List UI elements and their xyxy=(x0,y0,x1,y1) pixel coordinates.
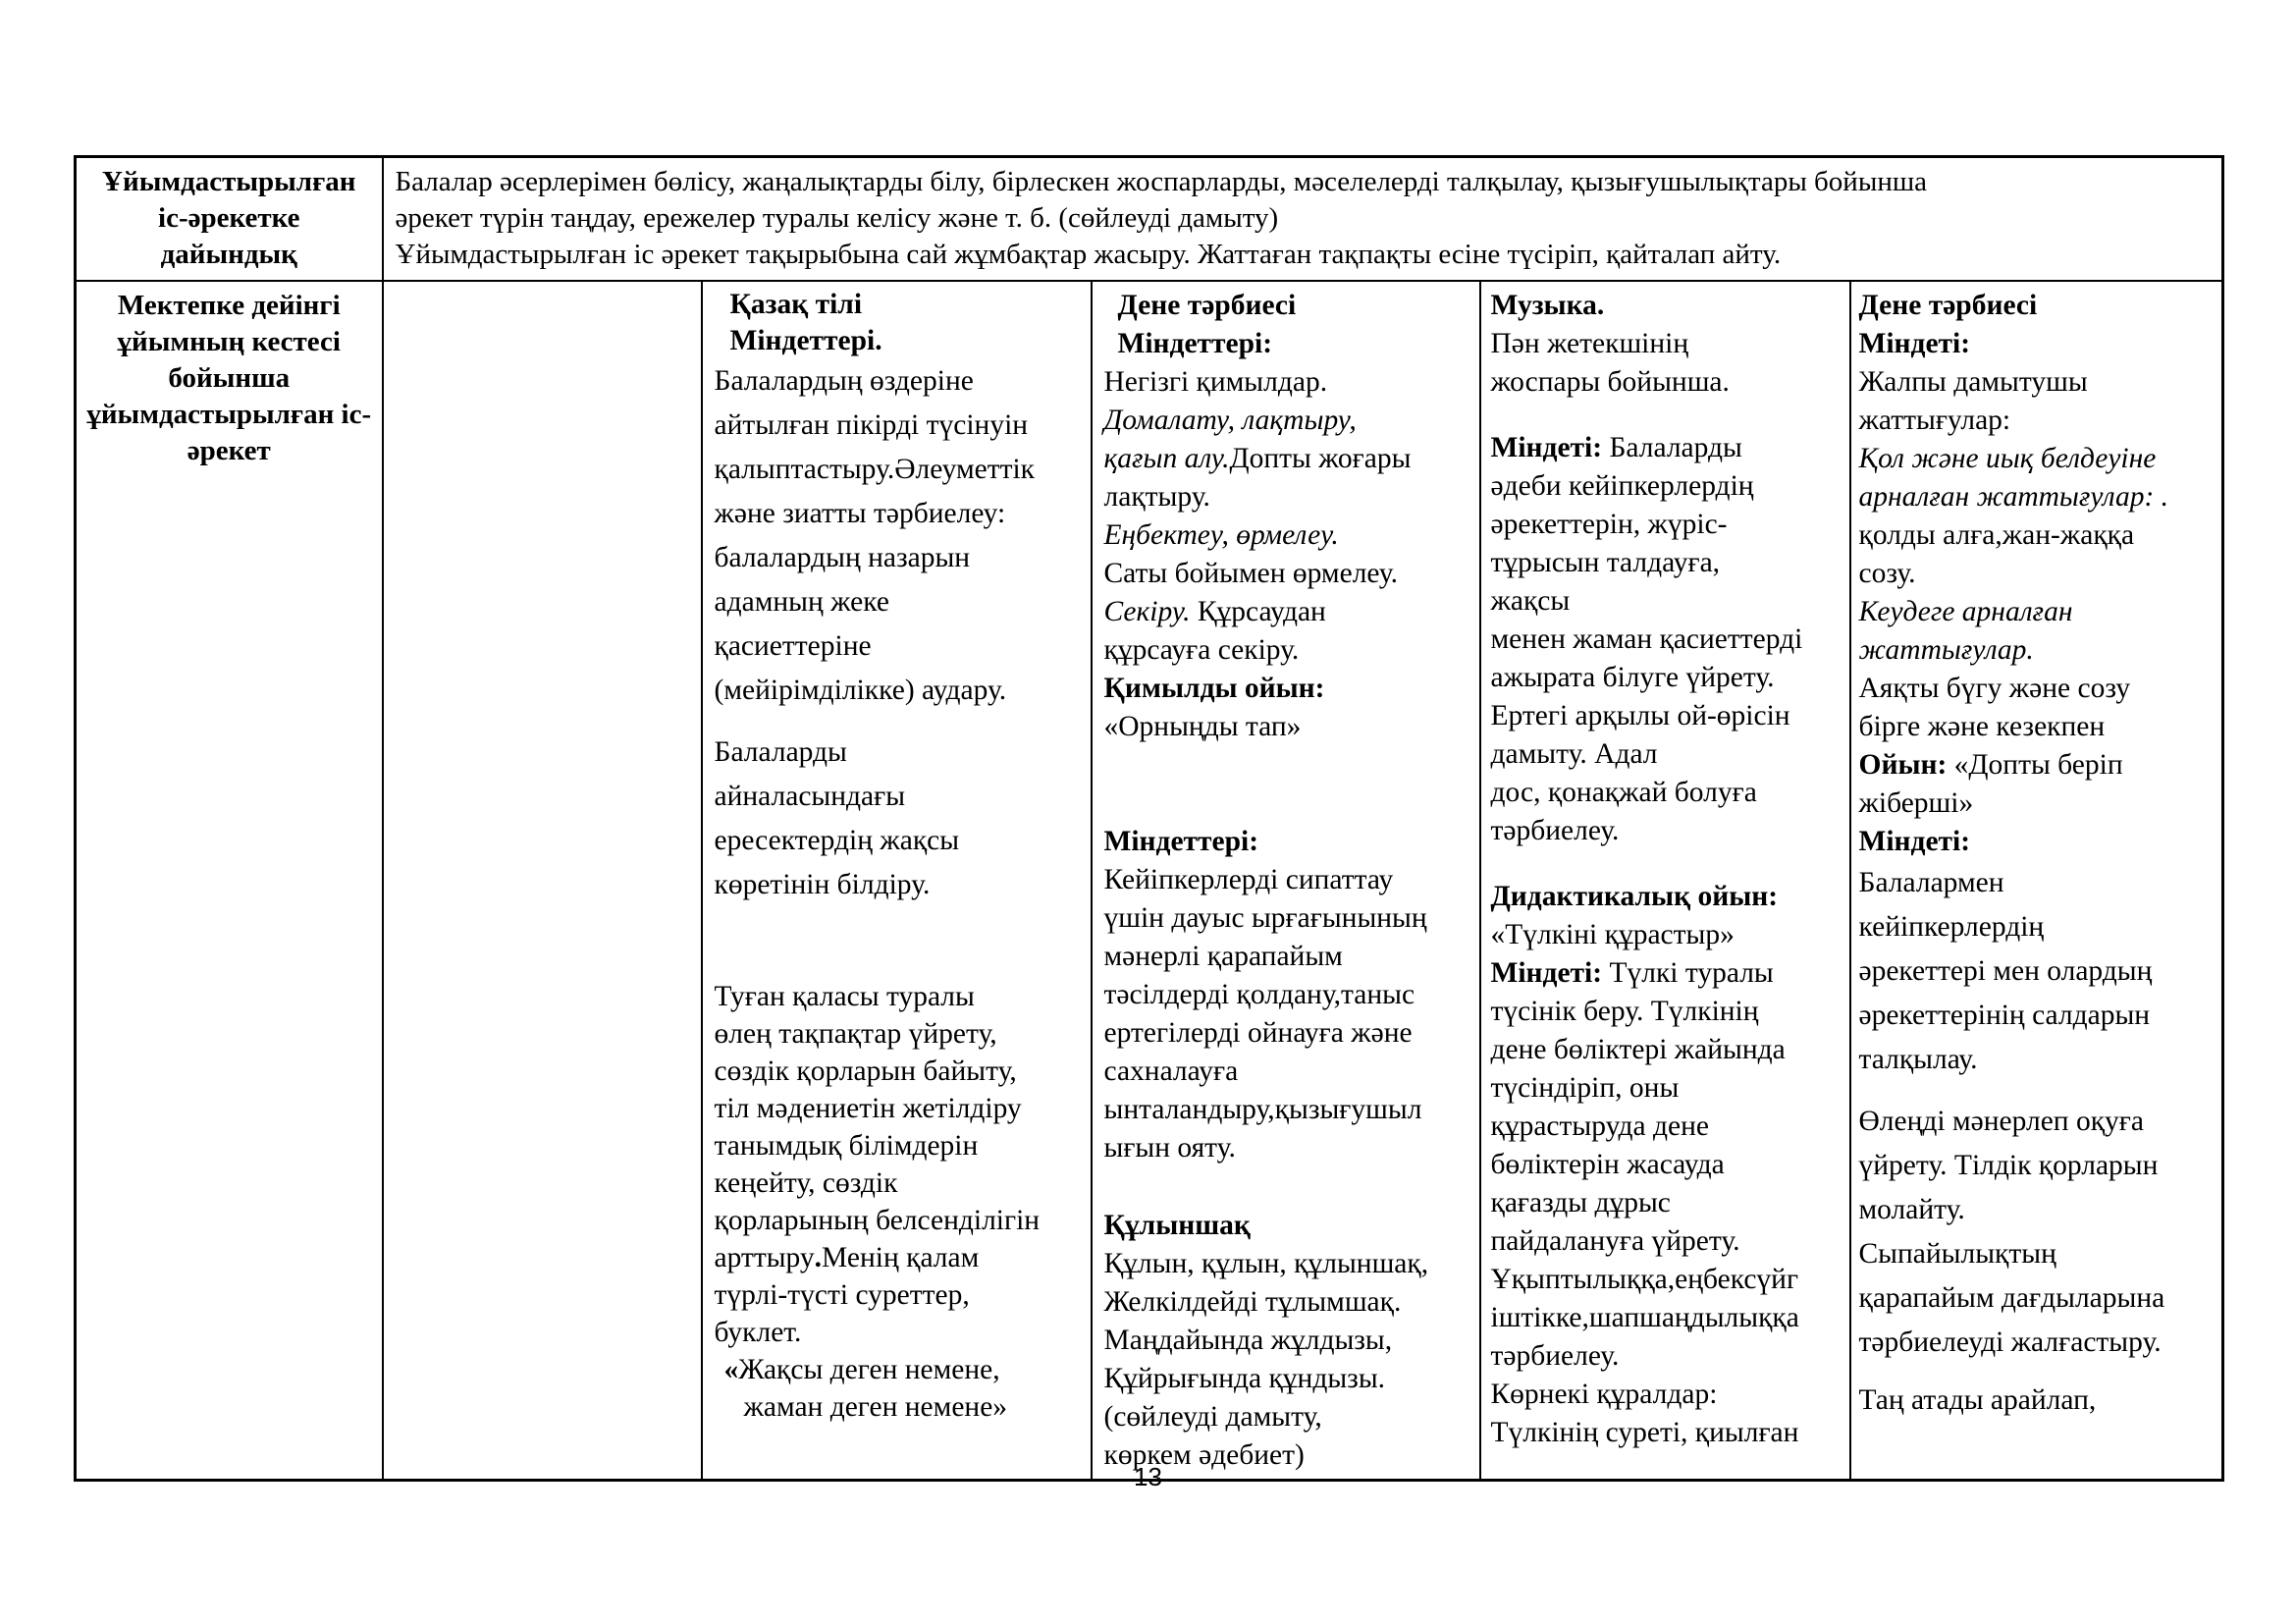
physical-education-text xyxy=(1093,282,1479,1479)
text-run: Міндеті: xyxy=(1490,431,1603,463)
text-line: сөздік қорларын байыту, xyxy=(714,1055,1017,1087)
text-line: Түлкінің суреті, қиылған xyxy=(1490,1416,1799,1448)
text-line: Көрнекі құралдар: xyxy=(1490,1378,1718,1410)
text-line: кейіпкерлердің xyxy=(1858,910,2045,943)
subject-title: Дене тәрбиесі xyxy=(1117,289,1297,321)
text-line: тәрбиелеуді жалғастыру. xyxy=(1858,1326,2162,1358)
text-line: ығын ояту. xyxy=(1103,1131,1236,1164)
row-label-cell xyxy=(76,157,383,281)
text-line: өлең тақпақтар үйрету, xyxy=(714,1017,997,1050)
text-line xyxy=(715,1239,1087,1276)
text-line: Негізгі қимылдар. xyxy=(1103,365,1328,398)
text-line: Балаларды xyxy=(714,735,847,768)
subject-title: Қазақ тілі xyxy=(729,288,863,320)
row-label: Мектепке дейінгі ұйымның кестесі бойынша ұйымдастырылған іс-әрекет xyxy=(86,289,372,466)
text-line: әрекет түрін таңдау, ережелер туралы келісу және т. б. (сөйлеуді дамыту) xyxy=(395,202,1279,234)
text-line: тәрбиелеу. xyxy=(1490,814,1620,846)
row-label-cell xyxy=(76,281,383,1481)
text-line: түсінік беру. Түлкінің xyxy=(1490,995,1759,1027)
text-line: Таң атады арайлап, xyxy=(1858,1383,2097,1416)
text-line: Кеудеге арналған xyxy=(1858,595,2073,627)
physical-education-cell xyxy=(1092,281,1480,1481)
text-line: және зиатты тәрбиелеу: xyxy=(714,497,1006,529)
text-line: түрлі-түсті суреттер, xyxy=(714,1278,970,1311)
row-label: Ұйымдастырылған іс-әрекетке дайындық xyxy=(102,166,356,270)
text-line: қасиеттеріне xyxy=(714,629,872,662)
text-line: (сөйлеуді дамыту, xyxy=(1103,1400,1322,1433)
text-line: лақтыру. xyxy=(1103,480,1210,513)
spacer xyxy=(715,713,1087,731)
subject-title: Музыка. xyxy=(1490,289,1605,321)
text-line xyxy=(1491,954,1845,993)
table-row xyxy=(76,281,2223,1481)
spacer xyxy=(1859,1365,2218,1379)
spacer xyxy=(715,907,1087,978)
kazakh-language-text xyxy=(703,282,1091,1430)
text-line: кеңейту, сөздік xyxy=(714,1166,898,1199)
text-line: танымдық білімдерін xyxy=(714,1129,979,1162)
text-line: жаттығулар: xyxy=(1858,404,2011,436)
text-line: көретінін білдіру. xyxy=(714,868,931,900)
text-run: . xyxy=(814,1241,823,1273)
text-line: ынталандыру,қызығушыл xyxy=(1103,1093,1422,1125)
text-line: Балалардың өздеріне xyxy=(714,364,974,397)
text-run: « xyxy=(723,1353,739,1385)
preparation-text xyxy=(384,158,2222,273)
text-line: Ұқыптылыққа,еңбексүйг xyxy=(1490,1263,1799,1295)
text-line: талқылау. xyxy=(1858,1043,1978,1075)
plan-sheet xyxy=(74,155,2221,1482)
text-line: құрастыруда дене xyxy=(1490,1110,1709,1142)
text-run: Ойын: xyxy=(1858,748,1948,781)
text-line: сахналауға xyxy=(1103,1055,1239,1087)
game-heading: Дидактикалық ойын: xyxy=(1490,880,1779,912)
music-text xyxy=(1481,282,1849,1456)
text-line: буклет. xyxy=(714,1316,802,1348)
tasks-heading: Міндеті: xyxy=(1858,825,1971,857)
text-line: дос, қонақжай болуға xyxy=(1490,776,1757,808)
text-line: адамның жеке xyxy=(714,585,889,618)
text-line: Сыпайылықтың xyxy=(1858,1237,2056,1270)
text-line: Ертегі арқылы ой-өрісін xyxy=(1490,699,1790,731)
text-line: арналған жаттығулар: . xyxy=(1858,480,2169,513)
text-line: бірге және кезекпен xyxy=(1858,710,2106,742)
text-line: Кейіпкерлерді сипаттау xyxy=(1103,863,1394,895)
text-line: молайту. xyxy=(1858,1193,1965,1225)
text-line xyxy=(1491,429,1845,467)
text-line: бөліктерін жасауда xyxy=(1490,1148,1725,1180)
music-cell xyxy=(1480,281,1850,1481)
text-line: ажырата білуге үйрету. xyxy=(1490,661,1775,693)
text-line: «Түлкіні құрастыр» xyxy=(1490,918,1735,950)
text-line: жаттығулар. xyxy=(1858,633,2034,666)
text-line: Ұйымдастырылған іс әрекет тақырыбына сай жұмбақтар жасыру. Жаттаған тақпақты есіне түсіріп, қайталап айту. xyxy=(395,239,1782,270)
text-line: Аяқты бүгу және созу xyxy=(1858,672,2131,704)
text-line xyxy=(715,1351,1087,1388)
text-line: қалыптастыру.Әлеуметтік xyxy=(714,453,1036,485)
tasks-heading: Міндеттері: xyxy=(1117,327,1273,359)
poem-title: Құлыншақ xyxy=(1103,1209,1251,1241)
text-line: Еңбектеу, өрмелеу. xyxy=(1103,518,1339,551)
text-line: қорларының белсенділігін xyxy=(714,1204,1041,1236)
text-line: тәсілдерді қолдану,таныс xyxy=(1103,978,1415,1010)
text-line: Балалармен xyxy=(1858,866,2004,898)
text-line: қағазды дұрыс xyxy=(1490,1186,1671,1218)
text-line: тәрбиелеу. xyxy=(1490,1339,1620,1372)
tasks-heading: Міндеті: xyxy=(1858,327,1971,359)
text-line xyxy=(1104,593,1475,631)
text-line: Жалпы дамытушы xyxy=(1858,365,2088,398)
text-run: Менің қалам xyxy=(822,1241,980,1273)
text-line: Өлеңді мәнерлеп оқуға xyxy=(1858,1105,2144,1137)
subject-title: Дене тәрбиесі xyxy=(1858,289,2038,321)
text-line: Құйрығында құндызы. xyxy=(1103,1362,1386,1394)
game-heading: Қимылды ойын: xyxy=(1103,672,1325,704)
spacer xyxy=(1491,850,1845,878)
schedule-table xyxy=(74,155,2224,1482)
text-run: Балаларды xyxy=(1602,431,1742,463)
kazakh-language-cell xyxy=(702,281,1092,1481)
text-line: менен жаман қасиеттерді xyxy=(1490,623,1803,655)
text-line: Қол және иық белдеуіне xyxy=(1858,442,2157,474)
text-line: созу. xyxy=(1858,557,1916,589)
text-line: пайдалануға үйрету. xyxy=(1490,1224,1740,1257)
text-line: мәнерлі қарапайым xyxy=(1103,940,1343,972)
text-run: Допты жоғары xyxy=(1229,442,1412,474)
text-line: ертегілерді ойнауға және xyxy=(1103,1016,1413,1049)
text-line: Желкілдейді тұлымшақ. xyxy=(1103,1285,1402,1318)
text-run: арттыру xyxy=(714,1241,815,1273)
text-line: түсіндіріп, оны xyxy=(1490,1071,1680,1104)
table-row xyxy=(76,157,2223,281)
text-line: Туған қаласы туралы xyxy=(714,980,975,1012)
physical-education-2-cell xyxy=(1850,281,2223,1481)
spacer xyxy=(1104,746,1475,823)
text-line: әрекеттерінің салдарын xyxy=(1858,999,2151,1031)
text-line: қарапайым дағдыларына xyxy=(1858,1281,2165,1314)
tasks-heading: Міндеттері. xyxy=(729,324,882,356)
text-run: Міндеті: xyxy=(1490,956,1603,989)
text-line: тұрысын талдауға, xyxy=(1490,546,1721,578)
tasks-heading: Міндеттері: xyxy=(1103,825,1259,857)
text-line: әрекеттерін, жүріс- xyxy=(1490,508,1728,540)
text-line: жақсы xyxy=(1490,584,1571,617)
text-line: «Орныңды тап» xyxy=(1103,710,1302,742)
text-line: Құлын, құлын, құлыншақ, xyxy=(1103,1247,1429,1279)
page-number: 13 xyxy=(1134,1462,1162,1491)
text-line: әрекеттері мен олардың xyxy=(1858,954,2153,987)
text-line: (мейірімділікке) аудару. xyxy=(714,674,1007,706)
text-line: дамыту. Адал xyxy=(1490,737,1658,770)
text-line: қолды алға,жан-жаққа xyxy=(1858,518,2135,551)
text-run: Құрсаудан xyxy=(1190,595,1326,627)
text-line: әдеби кейіпкерлердің xyxy=(1490,469,1754,502)
text-line: құрсауға секіру. xyxy=(1103,633,1300,666)
text-line: үшін дауыс ырғағынының xyxy=(1103,901,1427,934)
text-line: Саты бойымен өрмелеу. xyxy=(1103,557,1398,589)
text-line: жоспары бойынша. xyxy=(1490,365,1730,398)
empty-cell xyxy=(383,281,702,1481)
text-run: Секіру. xyxy=(1103,595,1191,627)
text-line: Домалату, лақтыру, xyxy=(1103,404,1357,436)
text-line xyxy=(1104,440,1475,478)
text-run: Жақсы деген немене, xyxy=(738,1353,1000,1385)
text-line: Маңдайында жұлдызы, xyxy=(1103,1324,1393,1356)
spacer xyxy=(1491,402,1845,429)
text-line: ересектердің жақсы xyxy=(714,824,960,856)
preparation-cell xyxy=(383,157,2223,281)
text-line: Пән жетекшінің xyxy=(1490,327,1689,359)
text-run: Түлкі туралы xyxy=(1602,956,1774,989)
spacer xyxy=(1859,1082,2218,1100)
text-line: балалардың назарын xyxy=(714,541,971,573)
text-line: айналасындағы xyxy=(714,780,906,812)
text-line: Балалар әсерлерімен бөлісу, жаңалықтарды білу, бірлескен жоспарларды, мәселелерді талқылау, қызығушылықтары бойынша xyxy=(395,166,1928,197)
text-line: жіберші» xyxy=(1858,786,1974,819)
text-line: дене бөліктері жайында xyxy=(1490,1033,1786,1065)
text-line: іштікке,шапшаңдылыққа xyxy=(1490,1301,1799,1333)
text-run: қағып алу. xyxy=(1103,442,1230,474)
text-line: жаман деген немене» xyxy=(743,1390,1008,1423)
spacer xyxy=(1104,1167,1475,1207)
text-line: тіл мәдениетін жетілдіру xyxy=(714,1092,1022,1124)
text-line: үйрету. Тілдік қорларын xyxy=(1858,1149,2159,1181)
text-line: айтылған пікірді түсінуін xyxy=(714,408,1029,441)
text-run: «Допты беріп xyxy=(1947,748,2123,781)
text-line xyxy=(1859,746,2218,785)
physical-education-2-text xyxy=(1851,282,2222,1427)
text-line: көркем әдебиет) xyxy=(1103,1438,1305,1471)
